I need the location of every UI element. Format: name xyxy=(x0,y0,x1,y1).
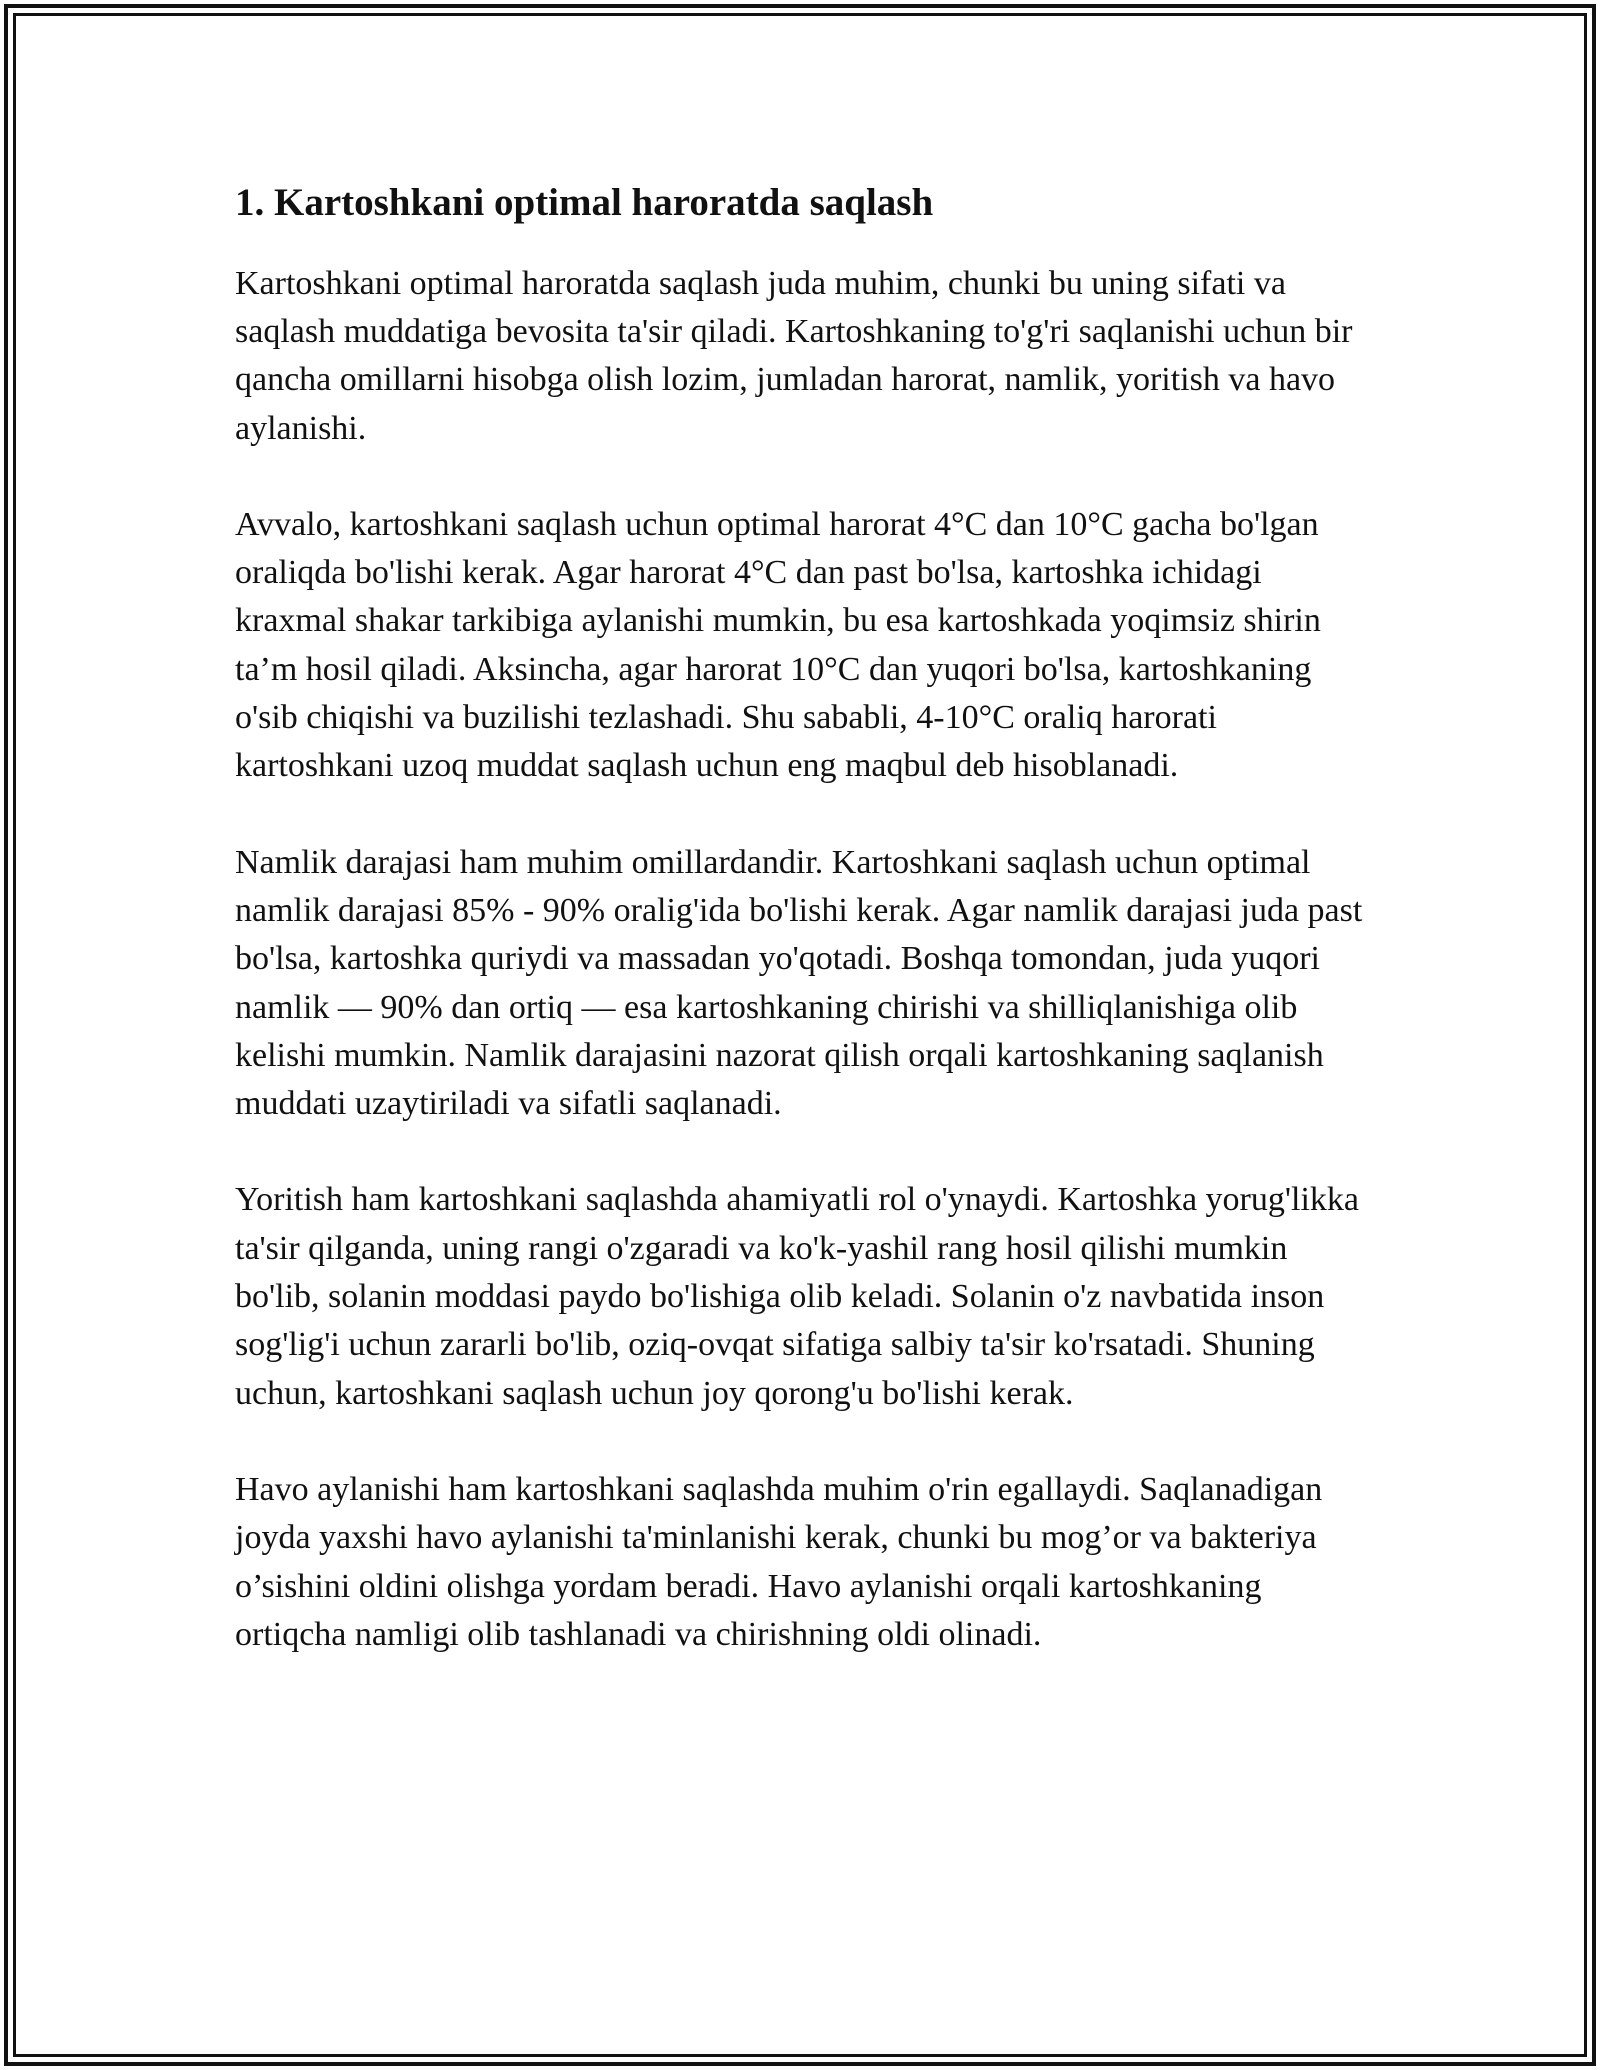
document-body xyxy=(235,178,1365,1707)
paragraph-humidity: Namlik darajasi ham muhim omillardandir. Kartoshkani saqlash uchun optimal namlik darajasi 85% - 90% oralig'ida bo'lishi kerak. Agar namlik darajasi juda past bo'lsa, kartoshka quriydi va massadan yo'qotadi. Boshqa tomondan, juda yuqori namlik — 90% dan ortiq — esa kartoshkaning chirishi va shilliqlanishiga olib kelishi mumkin. Namlik darajasini nazorat qilish orqali kartoshkaning saqlanish muddati uzaytiriladi va sifatli saqlanadi. xyxy=(235,843,1363,1123)
paragraph-temperature: Avvalo, kartoshkani saqlash uchun optimal harorat 4°C dan 10°C gacha bo'lgan oraliqda bo'lishi kerak. Agar harorat 4°C dan past bo'lsa, kartoshka ichidagi kraxmal shakar tarkibiga aylanishi mumkin, bu esa kartoshkada yoqimsiz shirin ta’m hosil qiladi. Aksincha, agar harorat 10°C dan yuqori bo'lsa, kartoshkaning o'sib chiqishi va buzilishi tezlashadi. Shu sababli, 4-10°C oraliq harorati kartoshkani uzoq muddat saqlash uchun eng maqbul deb hisoblanadi. xyxy=(235,505,1321,785)
paragraph-air-circulation: Havo aylanishi ham kartoshkani saqlashda muhim o'rin egallaydi. Saqlanadigan joyda yaxshi havo aylanishi ta'minlanishi kerak, chunki bu mog’or va bakteriya o’sishini oldini olishga yordam beradi. Havo aylanishi orqali kartoshkaning ortiqcha namligi olib tashlanadi va chirishning oldi olinadi. xyxy=(235,1470,1323,1653)
paragraph-intro: Kartoshkani optimal haroratda saqlash juda muhim, chunki bu uning sifati va saqlash muddatiga bevosita ta'sir qiladi. Kartoshkaning to'g'ri saqlanishi uchun bir qancha omillarni hisobga olish lozim, jumladan harorat, namlik, yoritish va havo aylanishi. xyxy=(235,264,1353,447)
paragraph-lighting: Yoritish ham kartoshkani saqlashda ahamiyatli rol o'ynaydi. Kartoshka yorug'likka ta'sir qilganda, uning rangi o'zgaradi va ko'k-yashil rang hosil qilishi mumkin bo'lib, solanin moddasi paydo bo'lishiga olib keladi. Solanin o'z navbatida inson sog'lig'i uchun zararli bo'lib, oziq-ovqat sifatiga salbiy ta'sir ko'rsatadi. Shuning uchun, kartoshkani saqlash uchun joy qorong'u bo'lishi kerak. xyxy=(235,1181,1359,1412)
section-title: 1. Kartoshkani optimal haroratda saqlash xyxy=(235,181,934,224)
